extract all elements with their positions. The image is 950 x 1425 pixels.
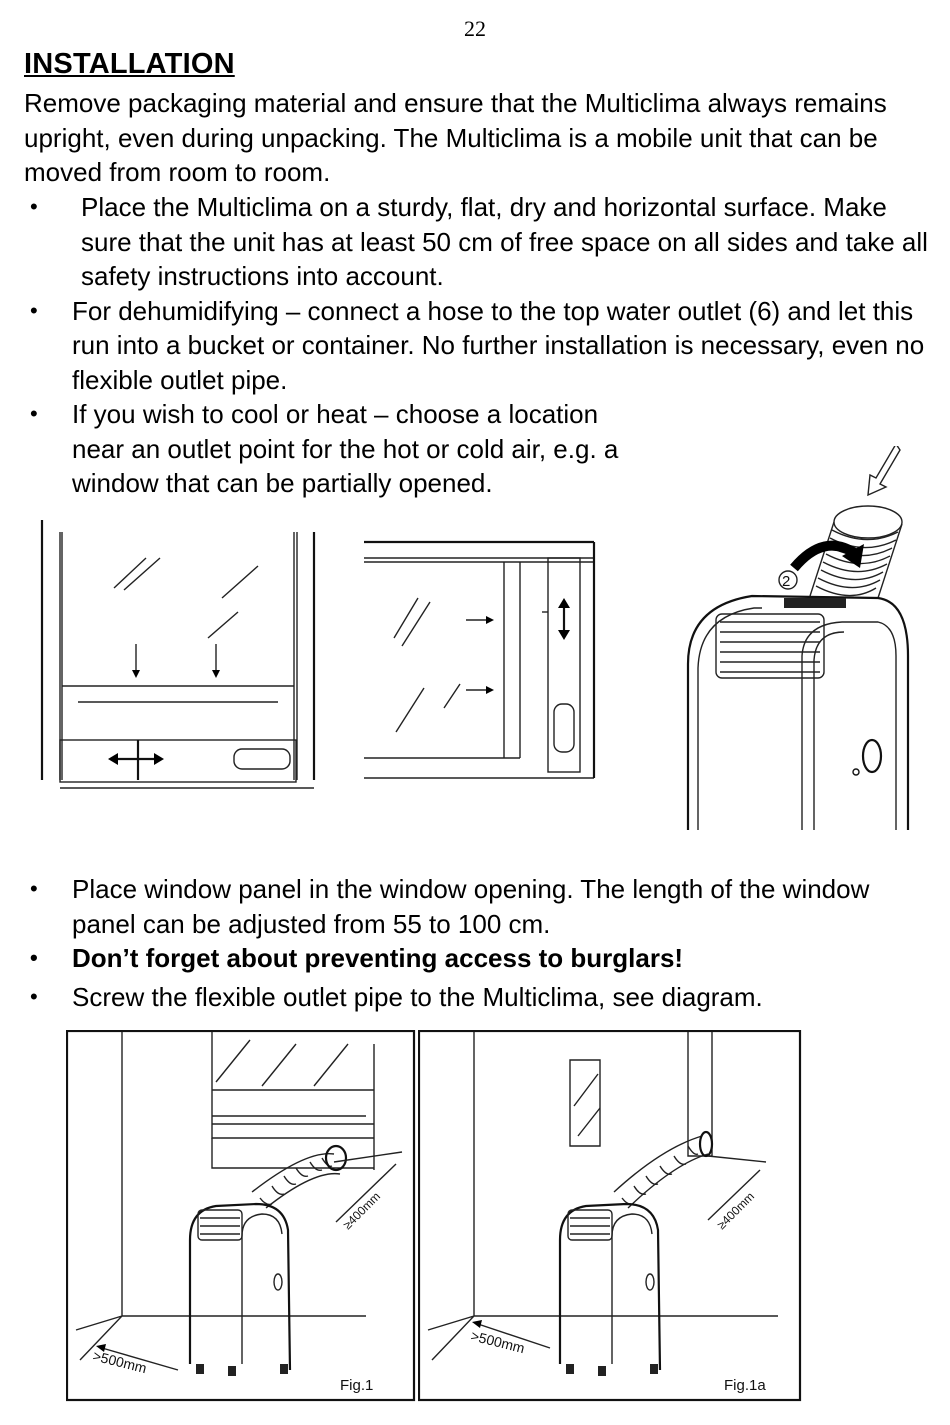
bullet-icon: • (30, 297, 38, 323)
clearance-side-label: ≥400mm (340, 1189, 384, 1233)
figure-caption: Fig.1 (340, 1377, 374, 1394)
multiclima-unit (190, 1204, 290, 1376)
bullet-icon: • (30, 401, 38, 426)
multiclima-unit (688, 596, 908, 830)
list-item (24, 872, 934, 941)
horizontal-window-diagram (364, 542, 594, 778)
list-item (24, 294, 934, 398)
insert-arrow-icon (868, 446, 900, 495)
intro-paragraph: Remove packaging material and ensure that the Multiclima always remains upright, even during unpacking. The Multiclima is a mobile unit that can be moved from room to room. (24, 88, 887, 187)
list-item (24, 941, 934, 976)
list-item-text: Don’t forget about preventing access to burglars! (72, 943, 684, 973)
clearance-side-label: ≥400mm (714, 1189, 758, 1233)
figure-1a-illustration (418, 1030, 802, 1402)
bullet-icon: • (30, 983, 38, 1009)
clearance-front-label: >500mm (91, 1347, 149, 1377)
bullet-icon: • (30, 194, 38, 219)
unit-with-hose-illustration (682, 446, 912, 831)
list-item (24, 190, 934, 294)
list-item-text: Place window panel in the window opening. The length of the window panel can be adjusted from 55 to 100 cm. (72, 874, 870, 939)
section-heading: INSTALLATION (24, 48, 235, 80)
multiclima-unit (560, 1204, 660, 1376)
bottom-bullet-list (24, 872, 934, 1014)
figure-1-illustration (66, 1030, 416, 1402)
clearance-front-label: >500mm (469, 1327, 527, 1357)
figure-caption: Fig.1a (724, 1377, 766, 1394)
step-marker-label: 2 (782, 573, 791, 590)
bullet-icon: • (30, 876, 38, 901)
list-item (24, 980, 934, 1015)
list-item-text: For dehumidifying – connect a hose to the top water outlet (6) and let this run into a bucket or container. No further installation is necessary, even no flexible outlet pipe. (72, 295, 925, 395)
list-item-text: Screw the flexible outlet pipe to the Multiclima, see diagram. (72, 981, 763, 1012)
list-item-text: If you wish to cool or heat – choose a location near an outlet point for the hot or cold air, e.g. a window that can be partially opened. (72, 399, 619, 498)
vertical-window-diagram (42, 520, 314, 788)
window-panel-illustration (38, 518, 600, 798)
bullet-icon: • (30, 945, 38, 970)
list-item-text: Place the Multiclima on a sturdy, flat, dry and horizontal surface. Make sure that the unit has at least 50 cm of free space on all sides and take all safety instructions into account. (81, 192, 928, 291)
page-number: 22 (464, 16, 486, 41)
